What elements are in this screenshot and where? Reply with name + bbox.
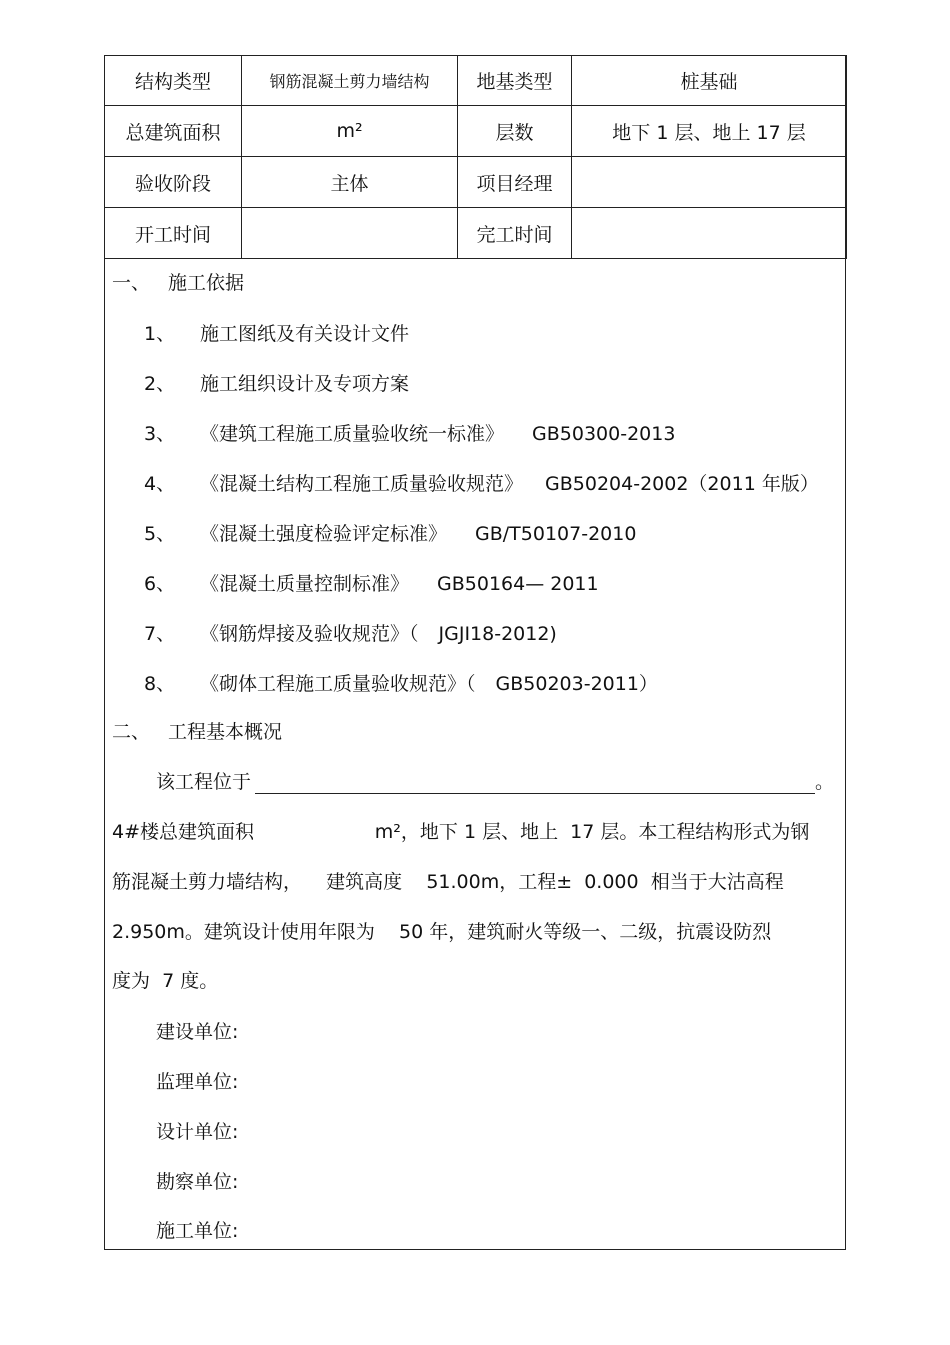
section-heading-basis: 一、 施工依据	[112, 272, 245, 294]
value-floors: 地下 1 层、地上 17 层	[572, 106, 847, 157]
label-completion-time: 完工时间	[458, 208, 572, 259]
label-start-time: 开工时间	[105, 208, 242, 259]
overview-paragraph-line: 2.950m。建筑设计使用年限为 50 年，建筑耐火等级一、二级，抗震设防烈	[112, 921, 772, 943]
overview-paragraph-line: 4#楼总建筑面积 m²，地下 1 层、地上 17 层。本工程结构形式为钢	[112, 821, 810, 843]
list-item: 4、 《混凝土结构工程施工质量验收规范》 GB50204-2002（2011 年版）	[144, 473, 819, 495]
section-heading-overview: 二、 工程基本概况	[112, 721, 283, 743]
list-item: 2、 施工组织设计及专项方案	[144, 373, 410, 395]
unit-design: 设计单位:	[156, 1121, 239, 1143]
overview-paragraph-line: 度为 7 度。	[112, 970, 219, 992]
value-total-area: m²	[242, 106, 458, 157]
table-row	[105, 106, 847, 157]
location-line: 该工程位于 。	[156, 771, 835, 793]
label-floors: 层数	[458, 106, 572, 157]
unit-survey: 勘察单位:	[156, 1171, 239, 1193]
unit-supervision: 监理单位:	[156, 1071, 239, 1093]
label-total-area: 总建筑面积	[105, 106, 242, 157]
value-completion-time	[572, 208, 847, 259]
value-project-manager	[572, 157, 847, 208]
list-item: 8、 《砌体工程施工质量验收规范》（ GB50203-2011）	[144, 673, 658, 695]
label-structure-type: 结构类型	[105, 56, 242, 106]
label-project-manager: 项目经理	[458, 157, 572, 208]
list-item: 7、 《钢筋焊接及验收规范》（ JGJI18-2012)	[144, 623, 557, 645]
overview-paragraph-line: 筋混凝土剪力墙结构， 建筑高度 51.00m，工程± 0.000 相当于大沽高程	[112, 871, 784, 893]
project-info-table	[104, 55, 847, 259]
value-acceptance-stage: 主体	[242, 157, 458, 208]
list-item: 1、 施工图纸及有关设计文件	[144, 323, 410, 345]
value-start-time	[242, 208, 458, 259]
value-foundation-type: 桩基础	[572, 56, 847, 106]
unit-construction-owner: 建设单位:	[156, 1021, 239, 1043]
list-item: 3、 《建筑工程施工质量验收统一标准》 GB50300-2013	[144, 423, 676, 445]
value-structure-type: 钢筋混凝土剪力墙结构	[242, 56, 458, 106]
table-row	[105, 157, 847, 208]
list-item: 6、 《混凝土质量控制标准》 GB50164— 2011	[144, 573, 599, 595]
list-item: 5、 《混凝土强度检验评定标准》 GB/T50107-2010	[144, 523, 637, 545]
table-row	[105, 56, 847, 106]
label-foundation-type: 地基类型	[458, 56, 572, 106]
unit-contractor: 施工单位:	[156, 1220, 239, 1242]
table-row	[105, 208, 847, 259]
label-acceptance-stage: 验收阶段	[105, 157, 242, 208]
location-blank	[255, 773, 815, 794]
